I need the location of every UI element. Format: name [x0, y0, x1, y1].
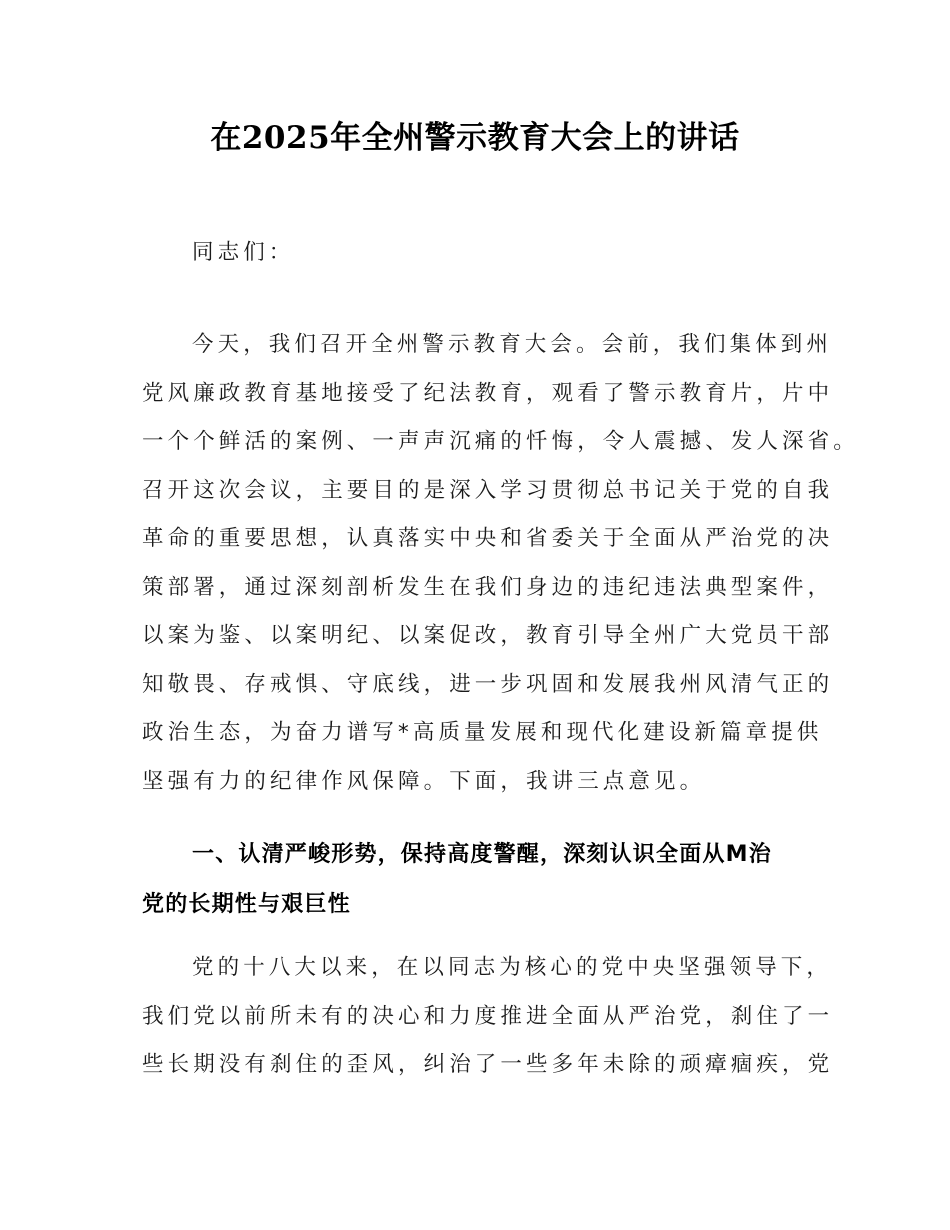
paragraph-line: 我们党以前所未有的决心和力度推进全面从严治党，刹住了一	[142, 1003, 834, 1029]
paragraph-line: 策部署，通过深刻剖析发生在我们身边的违纪违法典型案件，	[142, 574, 834, 600]
salutation-text: 同志们：	[192, 240, 295, 265]
section-heading	[142, 830, 814, 930]
paragraph-line: 党风廉政教育基地接受了纪法教育，观看了警示教育片，片中	[142, 380, 834, 406]
paragraph-line: 革命的重要思想，认真落实中央和省委关于全面从严治党的决	[142, 526, 834, 551]
paragraph-line: 今天，我们召开全州警示教育大会。会前，我们集体到州	[192, 332, 833, 357]
heading-line: 党的长期性与艰巨性	[142, 892, 351, 917]
paragraph-line: 以案为鉴、以案明纪、以案促改，教育引导全州广大党员干部	[142, 623, 834, 648]
paragraph-line: 知敬畏、存戒惧、守底线，进一步巩固和发展我州风清气正的	[142, 671, 834, 697]
paragraph-line: 召开这次会议，主要目的是深入学习贯彻总书记关于党的自我	[142, 477, 834, 503]
paragraph-line: 一个个鲜活的案例、一声声沉痛的忏悔，令人震撼、发人深省。	[142, 429, 859, 454]
paragraph-line: 坚强有力的纪律作风保障。下面，我讲三点意见。	[142, 768, 706, 794]
salutation	[142, 229, 814, 278]
paragraph-line: 些长期没有刹住的歪风，纠治了一些多年未除的顽瘴痼疾，党	[142, 1052, 834, 1077]
opening-paragraph	[142, 321, 859, 806]
paragraph-line: 党的十八大以来，在以同志为核心的党中央坚强领导下，	[192, 955, 833, 980]
section-paragraph	[142, 944, 834, 1090]
heading-line: 一、认清严峻形势，保持高度警醒，深刻认识全面从M治	[192, 842, 772, 867]
document-title: 在2025年全州警示教育大会上的讲话	[210, 120, 740, 156]
paragraph-line: 政治生态，为奋力谱写*高质量发展和现代化建设新篇章提供	[142, 720, 823, 745]
